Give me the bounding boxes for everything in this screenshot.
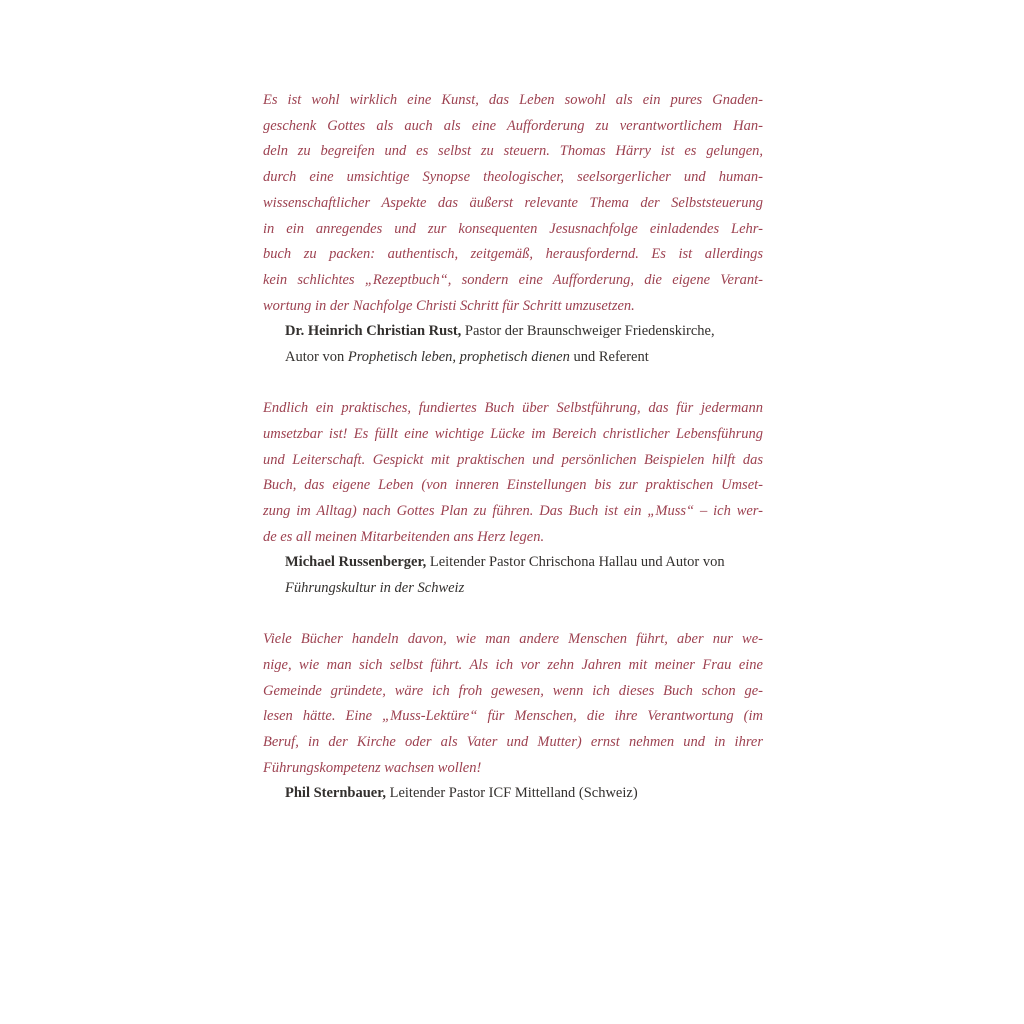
quote-line: Gemeinde gründete, wäre ich froh gewesen, wenn ich dieses Buch schon ge- [263, 682, 763, 699]
quote-line: in ein anregendes und zur konsequenten Jesusnachfolge einladendes Lehr- [263, 220, 763, 237]
attribution-name: Michael Russenberger, [285, 554, 427, 571]
quote-line: kein schlichtes „Rezeptbuch“, sondern eine Aufforderung, die eigene Verant- [263, 271, 763, 288]
endorsement-block-russenberger [263, 396, 763, 601]
attribution-line [285, 345, 763, 370]
quote-line: Viele Bücher handeln davon, wie man andere Menschen führt, aber nur we- [263, 631, 763, 648]
attribution-line [285, 781, 763, 806]
quote-line: Es ist wohl wirklich eine Kunst, das Leben sowohl als ein pures Gnaden- [263, 92, 763, 108]
endorsement-attribution [263, 550, 763, 601]
quote-line: de es all meinen Mitarbeitenden ans Herz legen. [263, 528, 545, 545]
attribution-line [285, 576, 763, 601]
quote-line: deln zu begreifen und es selbst zu steuern. Thomas Härry ist es gelungen, [263, 143, 763, 160]
quote-line: geschenk Gottes als auch als eine Aufforderung zu verantwortlichem Han- [263, 117, 763, 134]
endorsement-quote [263, 88, 763, 319]
quote-line: lesen hätte. Eine „Muss-Lektüre“ für Menschen, die ihre Verantwortung (im [263, 708, 763, 725]
endorsement-quote [263, 396, 763, 550]
quote-line: wortung in der Nachfolge Christi Schritt für Schritt umzusetzen. [263, 297, 635, 314]
attribution-line [285, 319, 763, 344]
attribution-name: Phil Sternbauer, [285, 785, 386, 802]
endorsement-attribution [263, 781, 763, 806]
quote-line: buch zu packen: authentisch, zeitgemäß, herausfordernd. Es ist allerdings [263, 246, 763, 263]
endorsement-attribution [263, 319, 763, 370]
attribution-text: und Referent [569, 348, 649, 365]
attribution-text: Autor von [285, 348, 348, 365]
attribution-line [285, 550, 763, 575]
quote-line: zung im Alltag) nach Gottes Plan zu führen. Das Buch ist ein „Muss“ – ich wer- [263, 502, 763, 519]
attribution-book-title: Führungskultur in der Schweiz [285, 579, 465, 596]
attribution-book-title: Prophetisch leben, prophetisch dienen [347, 348, 570, 365]
quote-line: nige, wie man sich selbst führt. Als ich vor zehn Jahren mit meiner Frau eine [263, 656, 763, 673]
quote-line: wissenschaftlicher Aspekte das äußerst relevante Thema der Selbststeuerung [263, 194, 763, 211]
endorsement-block-rust [263, 88, 763, 370]
endorsement-block-sternbauer [263, 627, 763, 807]
quote-line: Beruf, in der Kirche oder als Vater und Mutter) ernst nehmen und in ihrer [263, 733, 763, 750]
endorsements-section [263, 88, 763, 833]
quote-line: durch eine umsichtige Synopse theologischer, seelsorgerlicher und human- [263, 169, 763, 186]
quote-line: Endlich ein praktisches, fundiertes Buch über Selbstführung, das für jedermann [263, 400, 763, 417]
endorsement-quote [263, 627, 763, 781]
attribution-role: Leitender Pastor Chrischona Hallau und Autor von [426, 554, 725, 571]
quote-line: umsetzbar ist! Es füllt eine wichtige Lücke im Bereich christlicher Lebensführung [263, 425, 763, 442]
quote-line: Führungskompetenz wachsen wollen! [263, 759, 482, 776]
attribution-name: Dr. Heinrich Christian Rust, [285, 323, 462, 340]
quote-line: Buch, das eigene Leben (von inneren Einstellungen bis zur praktischen Umset- [263, 477, 763, 494]
attribution-role: Leitender Pastor ICF Mittelland (Schweiz) [385, 785, 638, 802]
attribution-role: Pastor der Braunschweiger Friedenskirche, [461, 323, 715, 340]
quote-line: und Leiterschaft. Gespickt mit praktischen und persönlichen Beispielen hilft das [263, 451, 763, 468]
